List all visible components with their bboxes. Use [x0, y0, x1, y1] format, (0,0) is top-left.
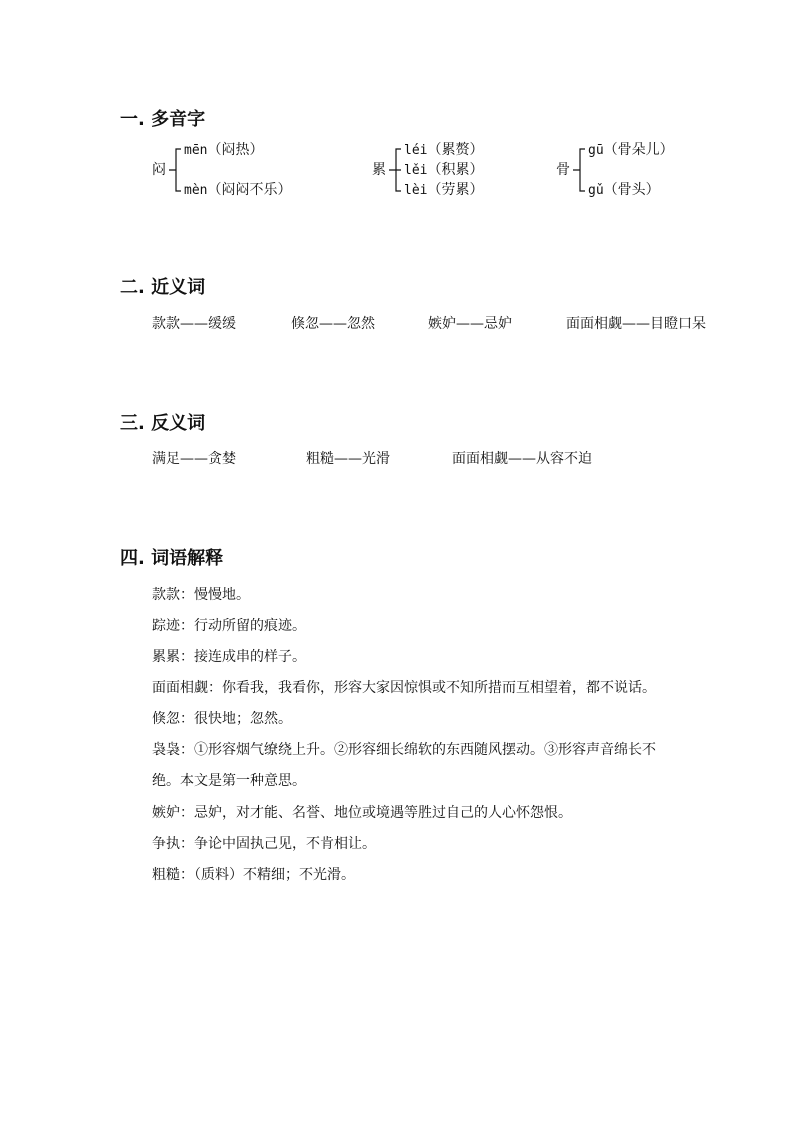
definition-text: 很快地；忽然。 — [194, 711, 292, 727]
definition-item — [152, 616, 752, 636]
definition-item — [152, 585, 752, 605]
definition-text: 你看我，我看你，形容大家因惊惧或不知所措而互相望着，都不说话。 — [222, 680, 656, 696]
polyphonic-group-lei — [372, 140, 532, 200]
synonym-pair: 嫉妒——忌妒 — [428, 316, 512, 332]
definition-item — [152, 678, 752, 698]
polyphonic-group-men — [152, 140, 332, 200]
definition-term: 粗糙： — [152, 867, 194, 883]
antonym-list — [0, 449, 800, 469]
reading: lèi（劳累） — [404, 182, 484, 198]
synonym-pair: 款款——缓缓 — [152, 316, 236, 332]
synonym-pair: 面面相觑——目瞪口呆 — [566, 316, 706, 332]
section-title-synonyms: 二. 近义词 — [120, 277, 206, 298]
section-title-antonyms: 三. 反义词 — [120, 413, 206, 434]
reading: lěi（积累） — [404, 162, 484, 178]
reading: gǔ（骨头） — [588, 182, 660, 198]
definition-item — [152, 709, 752, 729]
definition-term: 面面相觑： — [152, 680, 222, 696]
definition-item — [152, 834, 752, 854]
definition-term: 款款： — [152, 587, 194, 603]
polyphonic-group-gu — [556, 140, 716, 200]
definition-text: 争论中固执己见，不肯相让。 — [194, 836, 376, 852]
brace-icon — [572, 140, 586, 200]
definition-item — [152, 865, 752, 885]
definition-text-continued: 绝。本文是第一种意思。 — [152, 773, 306, 789]
section-title-polyphonic: 一. 多音字 — [120, 109, 206, 130]
definition-item — [152, 735, 752, 797]
definition-text: ①形容烟气缭绕上升。②形容细长绵软的东西随风摆动。③形容声音绵长不 — [194, 742, 656, 758]
reading: gū（骨朵儿） — [588, 142, 674, 158]
definition-text: 忌妒，对才能、名誉、地位或境遇等胜过自己的人心怀怨恨。 — [194, 805, 572, 821]
definition-text: （质料）不精细；不光滑。 — [194, 867, 355, 883]
reading: mēn（闷热） — [184, 142, 264, 158]
reading: mèn（闷闷不乐） — [184, 182, 292, 198]
definition-text: 接连成串的样子。 — [194, 649, 306, 665]
brace-icon — [168, 140, 182, 200]
definition-term: 争执： — [152, 836, 194, 852]
antonym-pair: 满足——贪婪 — [152, 451, 236, 467]
synonym-pair: 倏忽——忽然 — [291, 316, 375, 332]
polyphonic-char: 骨 — [556, 162, 570, 178]
polyphonic-char: 累 — [372, 162, 386, 178]
polyphonic-char: 闷 — [152, 162, 166, 178]
definition-list — [152, 585, 752, 896]
antonym-pair: 面面相觑——从容不迫 — [452, 451, 592, 467]
definition-item — [152, 647, 752, 667]
definition-term: 倏忽： — [152, 711, 194, 727]
definition-text: 慢慢地。 — [194, 587, 250, 603]
synonym-list — [0, 314, 800, 334]
definition-text: 行动所留的痕迹。 — [194, 618, 306, 634]
definition-term: 累累： — [152, 649, 194, 665]
definition-item — [152, 803, 752, 823]
definition-term: 袅袅： — [152, 742, 194, 758]
reading: léi（累赘） — [404, 142, 484, 158]
section-title-definitions: 四. 词语解释 — [120, 548, 224, 569]
brace-icon — [388, 140, 402, 200]
definition-term: 踪迹： — [152, 618, 194, 634]
definition-term: 嫉妒： — [152, 805, 194, 821]
antonym-pair: 粗糙——光滑 — [306, 451, 390, 467]
